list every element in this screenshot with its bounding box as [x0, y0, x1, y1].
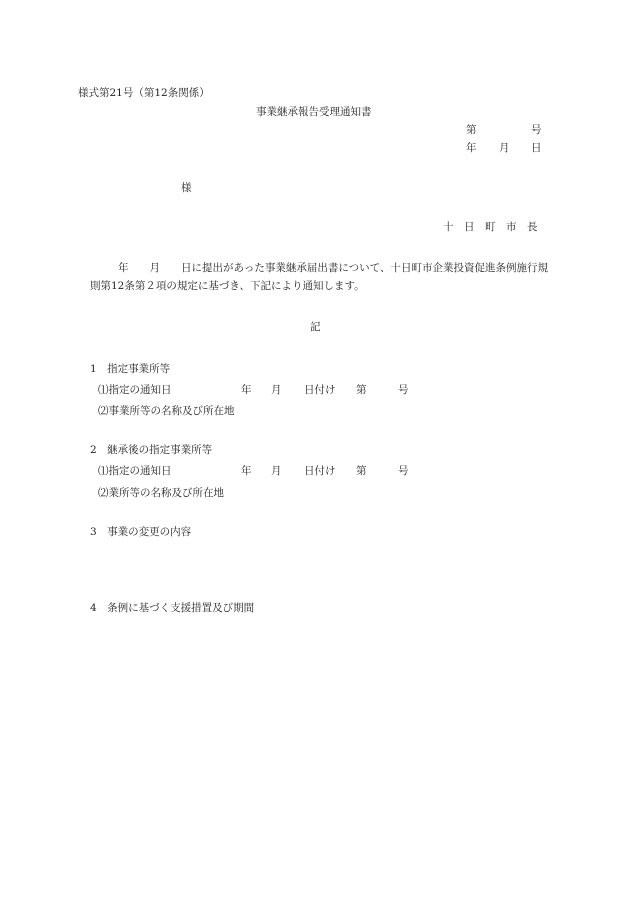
section-1-item-1-month: 月 — [271, 384, 282, 396]
section-2-item-1-year: 年 — [241, 465, 252, 477]
body-line-2: 則第12条第２項の規定に基づき、下記により通知します。 — [90, 280, 365, 292]
section-2-item-2-label: ⑵業所等の名称及び所在地 — [98, 487, 224, 499]
sender-name: 十 日 町 市 長 — [443, 221, 538, 233]
section-2-item-1-label: ⑴指定の通知日 — [98, 465, 172, 477]
section-1-title: 1 指定事業所等 — [90, 363, 171, 375]
section-2-item-1-number-prefix: 第 — [356, 465, 367, 477]
section-2-item-1-number-suffix: 号 — [398, 465, 409, 477]
reference-number-prefix: 第 — [466, 124, 477, 136]
document-title: 事業継承報告受理通知書 — [256, 106, 372, 118]
ki-heading: 記 — [310, 321, 321, 333]
section-1-item-1-number-suffix: 号 — [398, 384, 409, 396]
form-label: 様式第21号（第12条関係） — [78, 87, 210, 99]
section-1-item-2-label: ⑵事業所等の名称及び所在地 — [98, 405, 235, 417]
section-2-item-1-month: 月 — [271, 465, 282, 477]
section-1-item-1-number-prefix: 第 — [356, 384, 367, 396]
section-2-item-1-date: 日付け — [304, 465, 336, 477]
section-1-item-1-date: 日付け — [304, 384, 336, 396]
reference-number-suffix: 号 — [531, 124, 542, 136]
section-3-title: 3 事業の変更の内容 — [90, 526, 192, 538]
date-month: 月 — [499, 142, 510, 154]
section-4-title: 4 条例に基づく支援措置及び期間 — [90, 602, 255, 614]
section-2-title: 2 継承後の指定事業所等 — [90, 444, 213, 456]
body-line-1: 年 月 日に提出があった事業継承届出書について、十日町市企業投資促進条例施行規 — [118, 262, 548, 274]
addressee-honorific: 様 — [181, 182, 192, 194]
section-1-item-1-label: ⑴指定の通知日 — [98, 384, 172, 396]
date-year: 年 — [466, 142, 477, 154]
section-1-item-1-year: 年 — [241, 384, 252, 396]
date-day: 日 — [531, 142, 542, 154]
